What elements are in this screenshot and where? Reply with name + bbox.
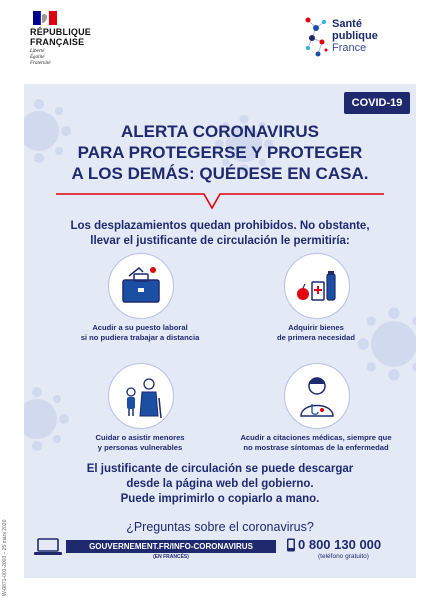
agency-line-3: France	[332, 42, 367, 54]
header	[0, 0, 424, 84]
republic-name	[30, 27, 91, 47]
title-line-1: ALERTA CORONAVIRUS	[120, 122, 319, 141]
virus-decoration-icon	[354, 304, 416, 384]
doctor-icon-circle	[284, 363, 350, 429]
info-url-note: (EN FRANCÉS)	[153, 554, 189, 560]
care-icon-circle	[108, 363, 174, 429]
reason-work-line-1: Acudir a su puesto laboral	[92, 323, 188, 332]
groceries-icon	[285, 254, 349, 318]
questions-prompt: ¿Preguntas sobre el coronavirus?	[126, 520, 314, 534]
download-line-2: desde la página web del gobierno.	[126, 478, 314, 490]
agency-line-1: Santé	[332, 18, 362, 30]
reason-groceries-line-1: Adquirir bienes	[288, 323, 344, 332]
reason-groceries	[224, 323, 408, 343]
reason-care	[48, 433, 232, 453]
download-line-1: El justificante de circulación se puede descargar	[86, 463, 354, 475]
marianne-logo-icon	[33, 11, 57, 25]
briefcase-icon	[109, 254, 173, 318]
doctor-icon	[285, 364, 349, 428]
sante-publique-logo-icon	[302, 14, 330, 64]
phone-icon	[286, 538, 296, 552]
laptop-icon	[34, 538, 62, 556]
poster-panel	[24, 84, 416, 578]
reason-doctor-line-2: no mostrase síntomas de la enfermedad	[243, 443, 389, 452]
speech-underline-icon	[56, 192, 384, 212]
hotline-note: (teléfono gratuito)	[318, 553, 369, 560]
motto-line-1: Liberté	[30, 49, 45, 54]
reason-work	[48, 323, 232, 343]
reason-doctor	[224, 433, 408, 453]
info-url-link[interactable]: GOUVERNEMENT.FR/INFO-CORONAVIRUS	[66, 540, 276, 553]
republic-line-1: RÉPUBLIQUE	[30, 27, 92, 37]
republic-line-2: FRANÇAISE	[30, 37, 85, 47]
download-line-3: Puede imprimirlo o copiarlo a mano.	[120, 493, 320, 505]
intro-line-2: llevar el justificante de circulación le permitiría:	[90, 235, 350, 247]
agency-name	[332, 18, 378, 54]
hotline-number[interactable]: 0 800 130 000	[298, 537, 382, 552]
title-line-2: PARA PROTEGERSE Y PROTEGER	[77, 143, 363, 162]
agency-line-2: publique	[332, 30, 378, 42]
document-reference: W-0871-001-2003 – 25 mars 2020	[2, 519, 8, 596]
title-line-3: A LOS DEMÁS: QUÉDESE EN CASA.	[71, 164, 369, 183]
motto-line-2: Égalité	[30, 55, 45, 60]
work-icon-circle	[108, 253, 174, 319]
reason-doctor-line-1: Acudir a citaciones médicas, siempre que	[240, 433, 392, 442]
reason-care-line-1: Cuidar o asistir menores	[95, 433, 185, 442]
family-care-icon	[109, 364, 173, 428]
motto-line-3: Fraternité	[30, 61, 51, 66]
groceries-icon-circle	[284, 253, 350, 319]
republic-motto	[30, 49, 51, 67]
intro-line-1: Los desplazamientos quedan prohibidos. No obstante,	[70, 220, 370, 232]
covid-badge: COVID-19	[344, 92, 410, 114]
reason-work-line-2: si no pudiera trabajar a distancia	[80, 333, 200, 342]
reason-groceries-line-2: de primera necesidad	[276, 333, 356, 342]
reason-care-line-2: y personas vulnerables	[97, 443, 183, 452]
